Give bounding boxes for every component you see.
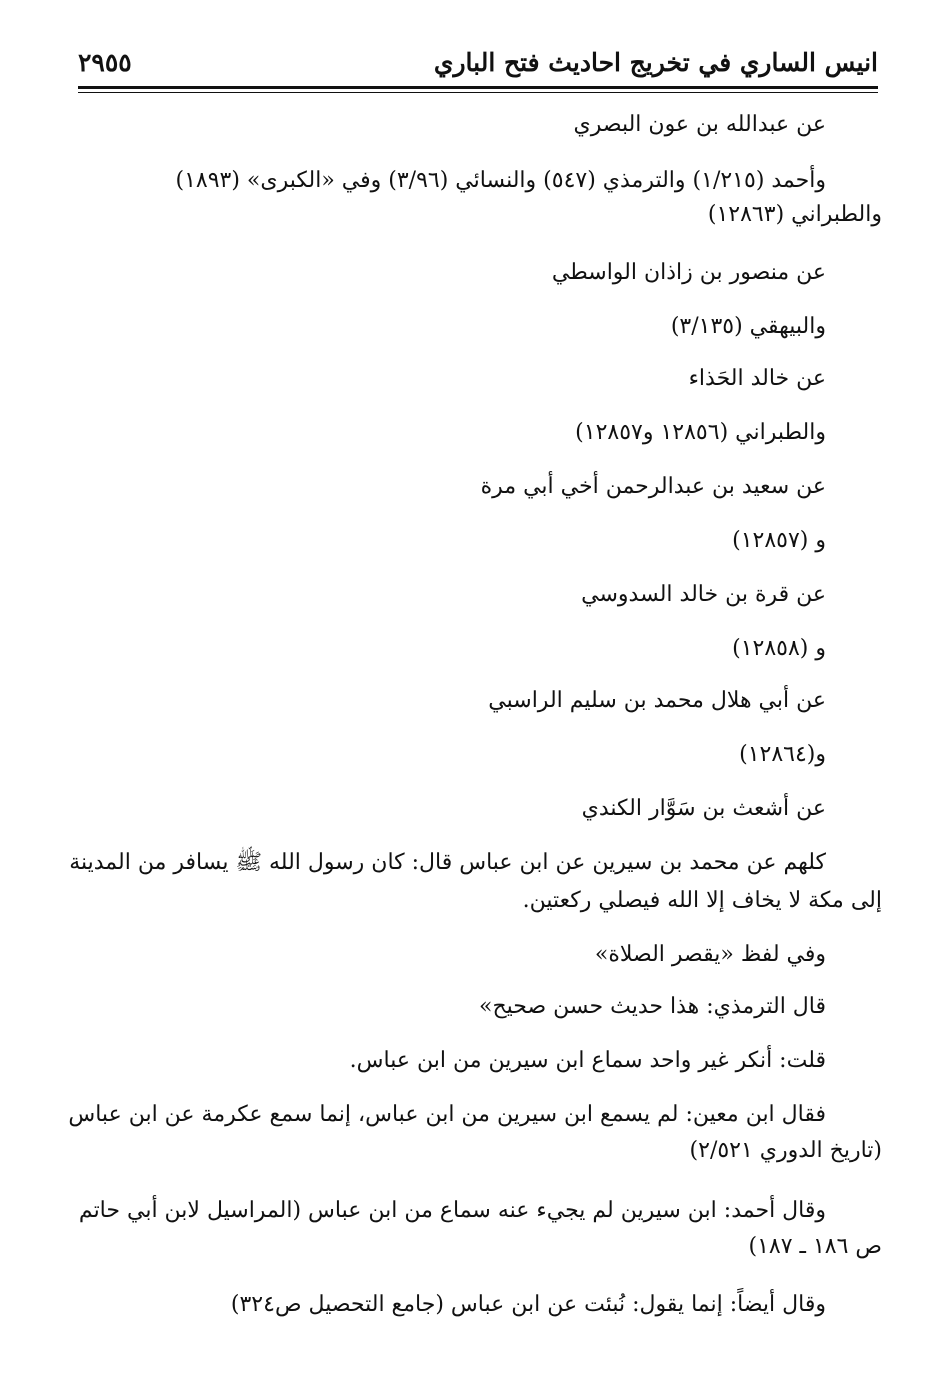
text-line: عن أشعث بن سَوَّار الكندي — [581, 796, 826, 821]
text-line: قال الترمذي: هذا حديث حسن صحيح» — [478, 994, 826, 1019]
text-line: (تاريخ الدوري ٢/٥٢١) — [689, 1138, 882, 1163]
header-rule-thick — [78, 86, 878, 89]
text-line: عن أبي هلال محمد بن سليم الراسبي — [488, 688, 826, 713]
text-line: وأحمد (١/٢١٥) والترمذي (٥٤٧) والنسائي (٣/٩٦) وفي «الكبرى» (١٨٩٣) — [175, 168, 826, 193]
text-line: عن عبدالله بن عون البصري — [573, 112, 826, 137]
text-line: عن خالد الحَذاء — [688, 366, 826, 391]
text-line: والطبراني (١٢٨٥٦ و١٢٨٥٧) — [575, 420, 826, 445]
text-line: إلى مكة لا يخاف إلا الله فيصلي ركعتين. — [522, 888, 882, 913]
running-header — [78, 40, 878, 88]
text-line: عن سعيد بن عبدالرحمن أخي أبي مرة — [480, 474, 826, 499]
text-line: عن قرة بن خالد السدوسي — [581, 582, 826, 607]
text-line: وقال أحمد: ابن سيرين لم يجيء عنه سماع من ابن عباس (المراسيل لابن أبي حاتم — [78, 1198, 826, 1223]
book-title: انيس الساري في تخريج احاديث فتح الباري — [433, 48, 878, 77]
text-line: وفي لفظ «يقصر الصلاة» — [594, 942, 826, 967]
text-line: والبيهقي (٣/١٣٥) — [670, 314, 826, 339]
text-line: و (١٢٨٥٧) — [732, 528, 826, 553]
text-line: كلهم عن محمد بن سيرين عن ابن عباس قال: كان رسول الله ﷺ يسافر من المدينة — [69, 850, 826, 875]
text-line: والطبراني (١٢٨٦٣) — [707, 202, 882, 227]
text-line: وقال أيضاً: إنما يقول: نُبئت عن ابن عباس (جامع التحصيل ص٣٢٤) — [230, 1292, 826, 1317]
text-line: و(١٢٨٦٤) — [739, 742, 826, 767]
header-rule-thin — [78, 92, 878, 93]
page-number: ٢٩٥٥ — [78, 48, 132, 77]
text-line: قلت: أنكر غير واحد سماع ابن سيرين من ابن عباس. — [349, 1048, 826, 1073]
text-line: فقال ابن معين: لم يسمع ابن سيرين من ابن عباس، إنما سمع عكرمة عن ابن عباس — [68, 1102, 826, 1127]
text-line: عن منصور بن زاذان الواسطي — [551, 260, 826, 285]
text-line: ص ١٨٦ ـ ١٨٧) — [748, 1234, 882, 1259]
text-line: و (١٢٨٥٨) — [732, 636, 826, 661]
